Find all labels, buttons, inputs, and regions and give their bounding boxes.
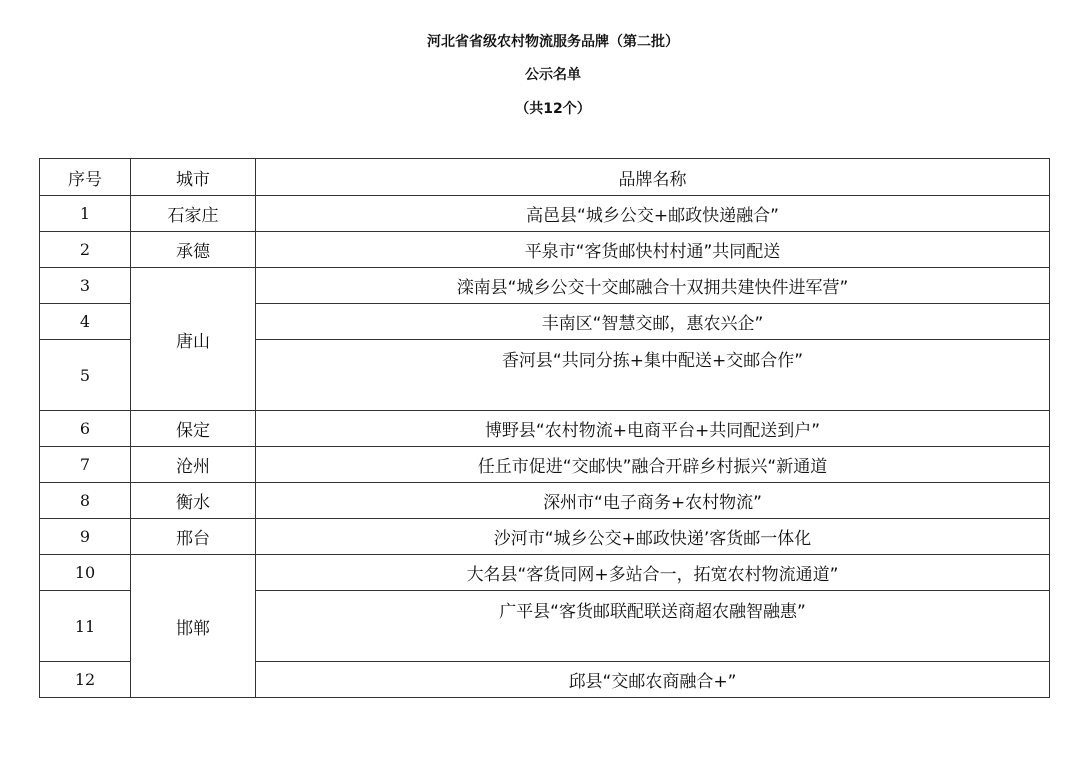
brand-cell: 广平县“客货邮联配联送商超农融智融惠” <box>256 591 1050 662</box>
seq-cell: 9 <box>40 519 131 555</box>
brand-cell: 博野县“农村物流+电商平台+共同配送到户” <box>256 411 1050 447</box>
table-header-row <box>40 159 1050 196</box>
seq-cell: 3 <box>40 268 131 304</box>
table-row <box>40 411 1050 447</box>
table-row <box>40 447 1050 483</box>
seq-cell: 1 <box>40 196 131 232</box>
seq-cell: 2 <box>40 232 131 268</box>
brand-cell: 平泉市“客货邮快村村通”共同配送 <box>256 232 1050 268</box>
city-cell: 邯郸 <box>131 555 256 698</box>
seq-cell: 7 <box>40 447 131 483</box>
seq-cell: 8 <box>40 483 131 519</box>
city-cell: 邢台 <box>131 519 256 555</box>
column-header-city: 城市 <box>131 159 256 196</box>
seq-cell: 4 <box>40 304 131 340</box>
brand-cell: 滦南县“城乡公交十交邮融合十双拥共建快件进军营” <box>256 268 1050 304</box>
document-title: 河北省省级农村物流服务品牌（第二批） <box>427 34 679 50</box>
seq-cell: 5 <box>40 340 131 411</box>
city-cell: 唐山 <box>131 268 256 411</box>
brand-cell: 大名县“客货同网+多站合一，拓宽农村物流通道” <box>256 555 1050 591</box>
seq-cell: 11 <box>40 591 131 662</box>
city-cell: 沧州 <box>131 447 256 483</box>
city-cell: 石家庄 <box>131 196 256 232</box>
item-count: （共12个） <box>515 101 591 117</box>
table-row <box>40 268 1050 304</box>
document-subtitle: 公示名单 <box>525 67 581 83</box>
city-cell: 承德 <box>131 232 256 268</box>
brand-list-table <box>39 158 1050 698</box>
city-cell: 保定 <box>131 411 256 447</box>
city-cell: 衡水 <box>131 483 256 519</box>
brand-cell: 任丘市促进“交邮快”融合开辟乡村振兴“新通道 <box>256 447 1050 483</box>
column-header-brand: 品牌名称 <box>256 159 1050 196</box>
table-row <box>40 483 1050 519</box>
seq-cell: 12 <box>40 662 131 698</box>
column-header-seq: 序号 <box>40 159 131 196</box>
seq-cell: 6 <box>40 411 131 447</box>
seq-cell: 10 <box>40 555 131 591</box>
table-row <box>40 555 1050 591</box>
brand-cell: 邱县“交邮农商融合+” <box>256 662 1050 698</box>
brand-cell: 高邑县“城乡公交+邮政快递融合” <box>256 196 1050 232</box>
table-row <box>40 519 1050 555</box>
brand-cell: 丰南区“智慧交邮，惠农兴企” <box>256 304 1050 340</box>
brand-cell: 沙河市“城乡公交+邮政快递’客货邮一体化 <box>256 519 1050 555</box>
table-row <box>40 196 1050 232</box>
brand-cell: 香河县“共同分拣+集中配送+交邮合作” <box>256 340 1050 411</box>
brand-cell: 深州市“电子商务+农村物流” <box>256 483 1050 519</box>
table-row <box>40 232 1050 268</box>
